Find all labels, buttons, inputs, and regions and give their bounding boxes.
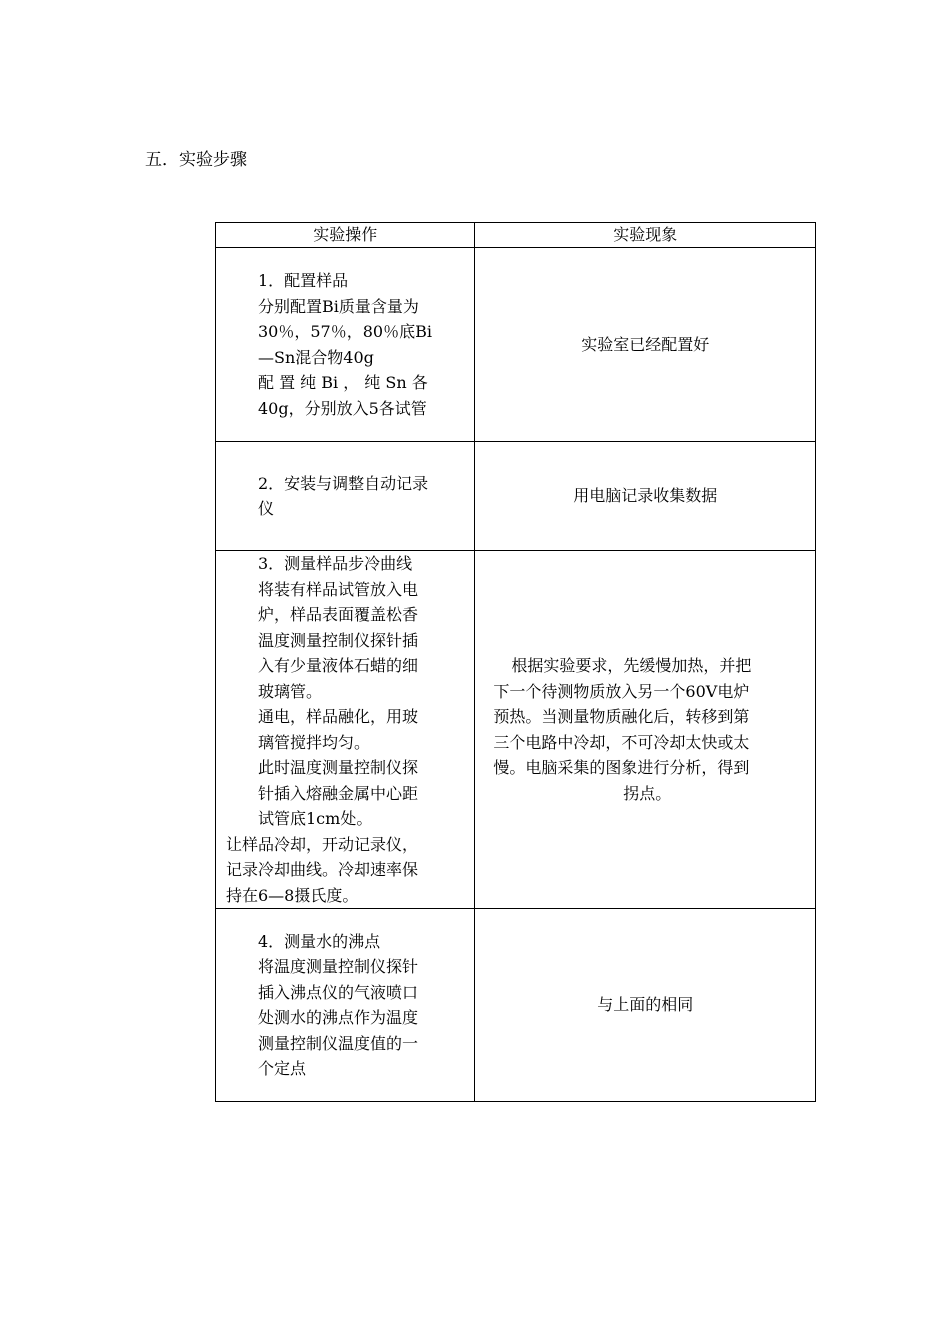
operation-line: 30％，57％，80％底Bi	[258, 322, 432, 341]
operation-cell	[216, 551, 475, 909]
operation-line: 测量控制仪温度值的一	[258, 1033, 419, 1053]
phenomenon-cell	[475, 551, 816, 909]
header-operation: 实验操作	[216, 223, 475, 248]
table-row	[216, 442, 816, 551]
operation-line: 插入沸点仪的气液喷口	[258, 982, 419, 1002]
section-heading: 五．实验步骤	[145, 150, 247, 170]
operation-line: 将装有样品试管放入电	[258, 579, 419, 599]
phenomenon-cell	[475, 248, 816, 442]
phenomenon-text: 与上面的相同	[597, 995, 694, 1015]
operation-line: 试管底1cm处。	[258, 809, 373, 828]
operation-cell	[216, 909, 475, 1102]
table-row	[216, 248, 816, 442]
operation-line: 针插入熔融金属中心距	[258, 783, 419, 803]
operation-line: 分别配置Bi质量含量为	[258, 296, 419, 316]
phenomenon-line: 慢。电脑采集的图象进行分析，得到	[493, 758, 750, 777]
operation-line: 玻璃管。	[258, 681, 323, 701]
phenomenon-line: 拐点。	[623, 783, 672, 803]
operation-line: 仪	[258, 499, 275, 518]
phenomenon-line: 根据实验要求，先缓慢加热，并把	[511, 656, 752, 675]
phenomenon-line: 下一个待测物质放入另一个60V电炉	[493, 681, 750, 701]
operation-cell	[216, 442, 475, 551]
phenomenon-text: 实验室已经配置好	[581, 334, 710, 354]
operation-line: 温度测量控制仪探针插	[258, 630, 419, 650]
operation-line: 配 置 纯 Bi ， 纯 Sn 各	[258, 373, 428, 392]
operation-line: 持在6—8摄氏度。	[226, 885, 359, 905]
table-header-row	[216, 223, 816, 248]
operation-line: 1．配置样品	[258, 271, 349, 290]
operation-line: 璃管搅拌均匀。	[258, 732, 371, 752]
operation-line: 40g，分别放入5各试管	[258, 398, 427, 418]
phenomenon-line: 预热。当测量物质融化后，转移到第	[493, 707, 750, 726]
operation-line: 4．测量水的沸点	[258, 931, 381, 951]
operation-line: 处测水的沸点作为温度	[258, 1008, 419, 1027]
phenomenon-text: 用电脑记录收集数据	[573, 486, 718, 506]
operation-line: 2．安装与调整自动记录	[258, 473, 429, 493]
operation-line: 让样品冷却，开动记录仪，	[226, 834, 419, 854]
operation-line: 通电，样品融化，用玻	[258, 707, 419, 726]
header-phenomenon: 实验现象	[475, 223, 816, 248]
operation-line: 个定点	[258, 1059, 307, 1078]
table-row	[216, 551, 816, 909]
operation-line: 炉，样品表面覆盖松香	[258, 605, 419, 624]
operation-line: 3．测量样品步冷曲线	[258, 554, 413, 573]
operation-line: 此时温度测量控制仪探	[258, 758, 419, 777]
operation-cell	[216, 248, 475, 442]
phenomenon-line: 三个电路中冷却，不可冷却太快或太	[493, 732, 750, 752]
experiment-steps-table	[215, 222, 816, 1102]
operation-line: 将温度测量控制仪探针	[258, 957, 419, 976]
phenomenon-cell	[475, 909, 816, 1102]
phenomenon-cell	[475, 442, 816, 551]
operation-line: —Sn混合物40g	[258, 347, 374, 367]
operation-line: 入有少量液体石蜡的细	[258, 656, 419, 675]
table-row	[216, 909, 816, 1102]
operation-line: 记录冷却曲线。冷却速率保	[226, 860, 419, 879]
